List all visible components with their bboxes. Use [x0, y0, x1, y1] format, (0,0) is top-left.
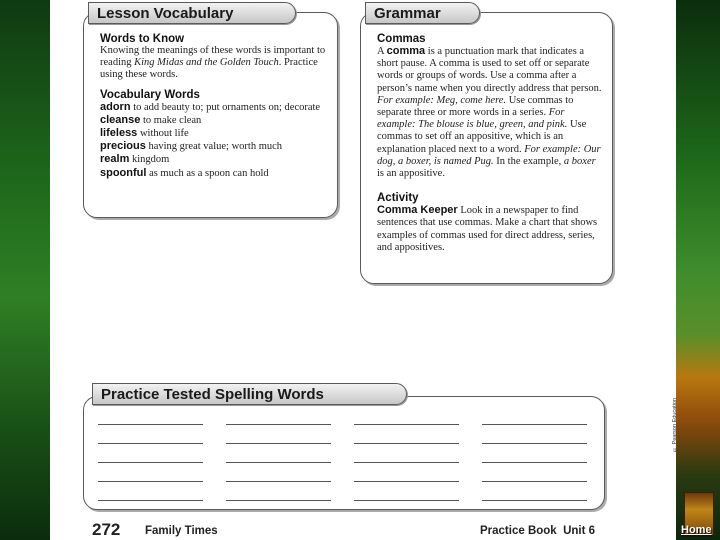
lesson-vocabulary-box	[83, 12, 338, 218]
spelling-line	[482, 481, 587, 482]
vocabulary-entry: cleanse to make clean	[100, 113, 202, 126]
vocabulary-entry: realm kingdom	[100, 153, 170, 166]
vocabulary-entry: spoonful as much as a spoon can hold	[100, 166, 269, 179]
spelling-words-tab: Practice Tested Spelling Words	[92, 383, 407, 405]
copyright-notice: © Pearson Education	[672, 397, 678, 452]
vocabulary-intro: Knowing the meanings of these words is important to reading King Midas and the Golden Touch. Practice using these words.	[100, 45, 326, 81]
home-link[interactable]: Home	[681, 524, 712, 536]
spelling-line	[98, 443, 203, 444]
vocabulary-entry: lifeless without life	[100, 127, 189, 140]
spelling-line	[482, 500, 587, 501]
page-number: 272	[92, 520, 121, 539]
spelling-line	[98, 481, 203, 482]
spelling-words-box	[83, 396, 605, 510]
spelling-line	[226, 500, 331, 501]
commas-heading: Commas	[377, 33, 426, 45]
worksheet-page	[50, 0, 676, 540]
right-background-strip	[676, 0, 720, 540]
spelling-line	[98, 462, 203, 463]
lesson-vocabulary-tab: Lesson Vocabulary	[88, 2, 296, 24]
spelling-line	[98, 500, 203, 501]
commas-explanation: A comma is a punctuation mark that indicates a short pause. A comma is used to set off or separate words or groups of words. Use a comma after a person’s name when you directly address that person. For example: Meg, come here. Use commas to separate three or more words in a series. For example: The blouse is blue, green, and pink. Use commas to set off an appositive, which is an explanation placed next to a word. For example: Our dog, a boxer, is named Pug. In the example, a boxer is an appositive.	[377, 45, 602, 180]
spelling-line	[226, 443, 331, 444]
spelling-line	[98, 424, 203, 425]
vocabulary-words-heading: Vocabulary Words	[100, 88, 200, 101]
practice-book-label: Practice Book Unit 6	[480, 525, 596, 537]
spelling-line	[354, 462, 459, 463]
words-to-know-heading: Words to Know	[100, 33, 185, 45]
activity-heading: Activity	[377, 192, 419, 205]
vocabulary-entry: adorn to add beauty to; put ornaments on; decorate	[100, 100, 321, 113]
grammar-tab: Grammar	[365, 2, 480, 24]
spelling-line	[482, 462, 587, 463]
vocabulary-entry: precious having great value; worth much	[100, 140, 283, 153]
spelling-line	[354, 443, 459, 444]
spelling-line	[226, 424, 331, 425]
activity-text: Comma Keeper Look in a newspaper to find sentences that use commas. Make a chart that shows examples of commas used for direct address, series, and appositives.	[377, 204, 598, 253]
spelling-line	[226, 481, 331, 482]
left-background-strip	[0, 0, 50, 540]
family-times-label: Family Times	[145, 525, 218, 537]
spelling-line	[482, 443, 587, 444]
spelling-line	[482, 424, 587, 425]
spelling-line	[226, 462, 331, 463]
spelling-line	[354, 500, 459, 501]
grammar-box	[360, 12, 613, 284]
spelling-line	[354, 481, 459, 482]
spelling-line	[354, 424, 459, 425]
